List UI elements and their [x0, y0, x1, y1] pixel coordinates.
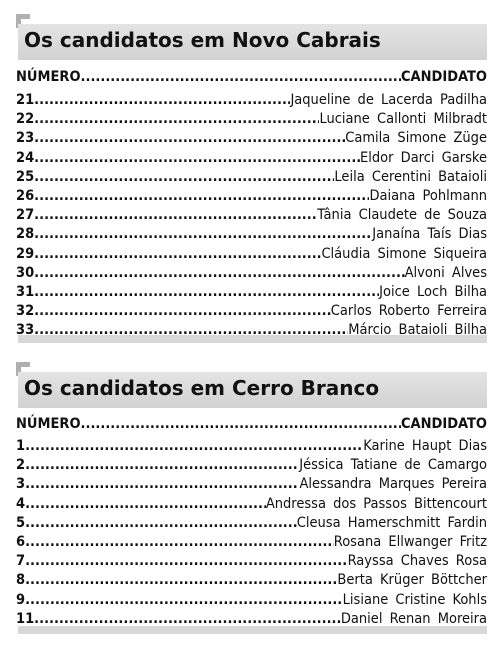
candidate-number: 28 — [16, 226, 35, 243]
header-candidate: CANDIDATO — [400, 416, 487, 432]
candidate-row — [16, 282, 487, 302]
candidate-name: Camila Simone Züge — [345, 130, 487, 147]
candidate-name: Cleusa Hamerschmitt Fardin — [296, 514, 487, 531]
candidate-name: Karine Haupt Dias — [363, 438, 487, 454]
section-title: Os candidatos em Novo Cabrais — [24, 28, 381, 52]
candidate-name: Luciane Callonti Milbradt — [319, 111, 487, 128]
candidate-number: 4 — [16, 495, 26, 512]
dot-leader — [34, 90, 290, 110]
candidate-row — [16, 167, 487, 187]
candidate-name: Daiana Pohlmann — [369, 188, 487, 204]
title-bar — [18, 24, 487, 60]
section-title: Os candidatos em Cerro Branco — [24, 376, 380, 400]
candidate-row — [16, 570, 487, 590]
candidate-number: 27 — [16, 207, 35, 224]
header-number: NÚMERO — [16, 69, 81, 85]
candidate-row — [16, 244, 487, 264]
candidate-row — [16, 609, 487, 629]
candidate-row — [16, 109, 487, 129]
candidate-number: 9 — [16, 591, 26, 608]
candidate-name: Eldor Darci Garske — [360, 149, 487, 166]
candidate-number: 5 — [16, 514, 26, 531]
dot-leader — [34, 282, 379, 302]
dot-leader — [81, 414, 401, 434]
candidate-name: Janaína Taís Dias — [372, 226, 487, 243]
candidate-name: Andressa dos Passos Bittencourt — [265, 495, 487, 512]
dot-leader — [25, 513, 297, 533]
candidate-number: 33 — [16, 322, 35, 339]
candidate-row — [16, 590, 487, 610]
candidate-name: Daniel Renan Moreira — [340, 610, 487, 627]
header-candidate: CANDIDATO — [400, 69, 487, 85]
dot-leader — [25, 551, 347, 571]
candidate-number: 6 — [16, 534, 26, 550]
candidate-row — [16, 436, 487, 456]
candidate-name: Berta Krüger Böttcher — [337, 572, 487, 589]
dot-leader — [34, 186, 369, 206]
dot-leader — [34, 148, 360, 168]
candidate-row — [16, 320, 487, 340]
candidate-number: 21 — [16, 92, 35, 108]
dot-leader — [34, 109, 319, 129]
candidate-number: 3 — [16, 476, 26, 493]
candidate-name: Joice Loch Bilha — [379, 284, 487, 300]
candidate-number: 23 — [16, 130, 35, 147]
candidate-row — [16, 186, 487, 206]
candidate-number: 31 — [16, 284, 35, 300]
dot-leader — [25, 570, 337, 590]
candidate-number: 30 — [16, 264, 35, 281]
dot-leader — [25, 532, 334, 552]
candidate-name: Alessandra Marques Pereira — [299, 476, 487, 493]
candidate-row — [16, 263, 487, 283]
candidate-number: 24 — [16, 149, 35, 166]
candidate-row — [16, 551, 487, 571]
dot-leader — [25, 455, 299, 475]
candidate-name: Márcio Bataioli Bilha — [348, 322, 487, 339]
candidate-row — [16, 128, 487, 148]
dot-leader — [34, 205, 317, 225]
candidate-row — [16, 494, 487, 514]
candidate-name: Alvoni Alves — [404, 264, 487, 281]
candidate-row — [16, 205, 487, 225]
candidate-name: Jaqueline de Lacerda Padilha — [290, 92, 487, 108]
candidate-number: 8 — [16, 572, 26, 589]
candidate-number: 1 — [16, 438, 26, 454]
dot-leader — [25, 436, 363, 456]
candidate-row — [16, 148, 487, 168]
candidate-row — [16, 513, 487, 533]
title-bar — [18, 372, 487, 408]
candidate-number: 25 — [16, 168, 35, 185]
dot-leader — [25, 590, 343, 610]
candidate-name: Tânia Claudete de Souza — [317, 207, 487, 224]
table-header — [16, 67, 487, 87]
dot-leader — [25, 494, 266, 514]
candidate-row — [16, 455, 487, 475]
candidate-number: 2 — [16, 457, 26, 474]
candidate-number: 32 — [16, 303, 35, 320]
dot-leader — [34, 224, 372, 244]
dot-leader — [81, 67, 401, 87]
candidate-row — [16, 90, 487, 110]
dot-leader — [34, 128, 345, 148]
candidate-row — [16, 224, 487, 244]
dot-leader — [34, 244, 321, 264]
dot-leader — [34, 609, 341, 629]
dot-leader — [34, 301, 331, 321]
candidate-name: Lisiane Cristine Kohls — [342, 591, 487, 608]
dot-leader — [25, 474, 299, 494]
table-header — [16, 414, 487, 434]
candidate-row — [16, 532, 487, 552]
candidate-name: Rayssa Chaves Rosa — [347, 553, 487, 570]
candidate-name: Carlos Roberto Ferreira — [330, 303, 487, 320]
dot-leader — [34, 263, 404, 283]
dot-leader — [34, 167, 334, 187]
candidate-row — [16, 474, 487, 494]
candidate-name: Rosana Ellwanger Fritz — [333, 534, 487, 550]
candidate-number: 29 — [16, 245, 35, 262]
candidate-row — [16, 301, 487, 321]
candidate-number: 11 — [16, 610, 35, 627]
dot-leader — [34, 320, 348, 340]
candidate-number: 22 — [16, 111, 35, 128]
candidate-number: 26 — [16, 188, 35, 204]
candidate-number: 7 — [16, 553, 26, 570]
candidate-name: Leila Cerentini Bataioli — [334, 168, 487, 185]
candidate-name: Cláudia Simone Siqueira — [321, 245, 487, 262]
header-number: NÚMERO — [16, 416, 81, 432]
candidate-name: Jéssica Tatiane de Camargo — [299, 457, 487, 474]
